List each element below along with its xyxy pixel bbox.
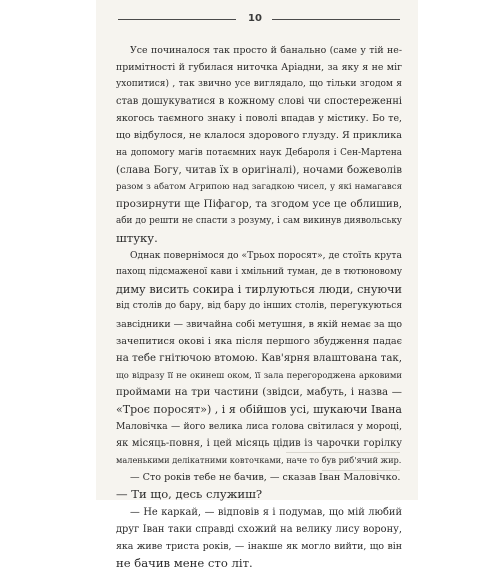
text-line: якогось таємного знаку і поволі впадав у містику. Бо те, [116, 113, 402, 125]
text-line: що відбулося, не клалося здорового глузду. Я приклика [116, 130, 402, 142]
text-line: зачепитися окові і яка після першого збудження падає [116, 335, 402, 347]
bleed-through-mark [322, 470, 400, 471]
paragraph [116, 42, 402, 247]
text-line: разом з абатом Агрипою над загадкою чисел, у які намагався [116, 181, 402, 192]
text-line: диму висить сокира і тирлуються люди, снуючи [116, 283, 402, 297]
text-line: — Не каркай, — відповів я і подумав, що мій любий [130, 506, 402, 518]
dialogue-paragraph [116, 504, 402, 572]
dialogue-paragraph [116, 469, 402, 503]
page-number: 10 [248, 13, 262, 24]
text-line: — Сто років тебе не бачив, — сказав Іван Маловічко. [130, 472, 401, 484]
text-line: пахощ підсмаженої кави і хмільний туман, де в тютюновому [116, 267, 402, 278]
text-line: штуку. [116, 231, 158, 246]
text-line: яка живе триста років, — інакше як могло вийти, що він [116, 540, 402, 552]
header-rule-right [272, 19, 400, 20]
body-text [116, 42, 402, 572]
text-line: Маловічка — його велика лиса голова світилася у мороці, [116, 421, 402, 433]
header-rule-left [118, 19, 236, 20]
text-line: друг Іван таки справді схожий на велику лису ворону, [116, 523, 402, 535]
text-line: (слава Богу, читав їх в оригіналі), ночами божеволів [116, 164, 402, 176]
text-line: аби до решти не спасти з розуму, і сам викинув диявольську [116, 215, 402, 226]
text-line: Усе починалося так просто й банально (саме у тій не- [130, 45, 402, 56]
text-line: проймами на три частини (звідси, мабуть, і назва — [116, 386, 402, 398]
text-line: що відразу її не окинеш оком, її зала перегороджена арковими [116, 369, 402, 380]
text-line: Однак повернімося до «Трьох поросят», де стоїть крута [130, 250, 402, 262]
text-line: «Троє поросят») , і я обійшов усі, шукаючи Івана [116, 402, 402, 416]
text-line: — Ти що, десь служиш? [116, 487, 263, 502]
text-line: не бачив мене сто літ. [116, 555, 253, 570]
text-line: прозирнути ще Піфагор, та згодом усе це облишив, [116, 197, 402, 210]
text-line: став дошукуватися в кожному слові чи спостереженні [116, 96, 402, 108]
text-line: на допомогу магів потаємних наук Дебароля і Сен-Мартена [116, 147, 402, 158]
text-line: на тебе гнітючою втомою. Кав'ярня влаштована так, [116, 352, 402, 364]
text-line: завсідники — звичайна собі метушня, в якій немає за що [116, 318, 402, 330]
text-line: від столів до бару, від бару до інших столів, перегукуються [116, 301, 402, 312]
paragraph [116, 247, 402, 469]
text-line: примітності й губилася ниточка Аріадни, за яку я не міг [116, 62, 402, 74]
bleed-through-mark [286, 452, 400, 453]
text-line: маленькими делікатними ковточками, наче то був риб'ячий жир. [116, 455, 402, 466]
text-line: як місяць-повня, і цей місяць цідив із чарочки горілку [116, 438, 402, 450]
text-line: ухопитися) , так звично усе виглядало, що тільки згодом я [116, 79, 402, 90]
